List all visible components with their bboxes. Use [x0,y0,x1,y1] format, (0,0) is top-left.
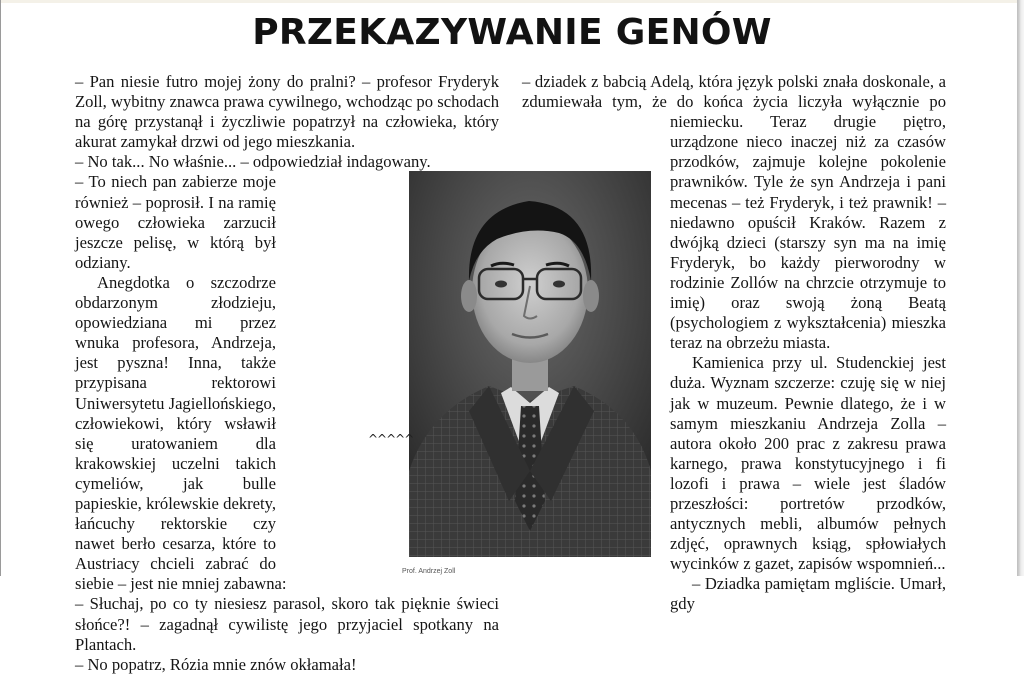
left-page-border [0,0,1,576]
paragraph-tenement: Kamienica przy ul. Studenckiej jest duża. Wyznam szczerze: czuję się w niej jak w muzeum. Pewnie dlatego, że i w samym mieszkaniu Andrzeja Zolla – autora około 200 prac z zakresu prawa karnego, prawa konstytucyjnego i fi lozofi i prawa – wiele jest śladów przeszłości: portretów przodków, antycznych mebli, albumów pełnych zdjęć, oprawnych ksiąg, spłowiałych wycinków z gazet, zapisów wspomnień... [670,353,946,574]
top-page-border [0,0,1024,3]
paragraph-fur-coat: – To niech pan zabierze moje również – poprosił. I na ramię owego człowieka zarzucił jeszcze pelisę, w którą był odziany. [75,172,276,272]
portrait-illustration [409,171,651,557]
paragraph-rozia: – No popatrz, Rózia mnie znów okłamała! [75,654,357,674]
paragraph-umbrella-question: – Słuchaj, po co ty niesiesz parasol, skoro tak pięknie świeci słońce?! – zagadnął cywilistę jego przyjaciel spotkany na Plantach. [75,594,499,654]
paragraph-grandparents: – dziadek z babcią Adelą, która język polski znała doskonale, a zdumiewała tym, że do końca życia liczyła wyłącznie po niemiecku. Teraz drugie piętro, urządzone nieco inaczej niż za czasów przodków, zajmuje kolejne pokolenie prawników. Tyle że syn Andrzeja i pani mecenas – też Fryderyk, i też prawnik! – niedawno opuścił Kraków. Razem z dwójką dzieci (starszy syn ma na imię Fryderyk, bo każdy pierworodny w rodzinie Zollów na chrzcie otrzymuje to imię) oraz swoją żoną Beatą (psychologiem z wykształcenia) mieszka teraz na obrzeżu miasta. [522,72,946,353]
paragraph-grandfather-memory: – Dziadka pamiętam mgliście. Umarł, gdy [670,574,946,614]
portrait-photo [409,171,651,557]
article-headline: PRZEKAZYWANIE GENÓW [252,12,772,53]
right-page-edge [1017,0,1024,576]
paragraph-reply: – No tak... No właśnie... – odpowiedział indagowany. [75,152,431,172]
margin-marks: ^^^^^ [368,432,414,446]
paragraph-intro-dialogue: – Pan niesie futro mojej żony do pralni? – profesor Fryderyk Zoll, wybitny znawca prawa cywilnego, wchodząc po schodach na górę przystanął i życzliwie popatrzył na człowieka, który akurat zamykał drzwi od jego mieszkania. [75,72,499,152]
photo-caption: Prof. Andrzej Zoll [402,568,456,575]
paragraph-anecdote: Anegdotka o szczodrze obdarzonym złodzieju, opowiedziana mi przez wnuka profesora, Andrzeja, jest pyszna! Inna, także przypisana rektorowi Uniwersytetu Jagiellońskiego, człowiekowi, który wsławił się uratowaniem dla krakowskiej uczelni takich cymeliów, jak bulle papieskie, królewskie dekrety, łańcuchy rektorskie czy nawet berło cesarza, które to Austriacy chcieli zabrać do siebie – jest nie mniej zabawna: [75,272,287,594]
